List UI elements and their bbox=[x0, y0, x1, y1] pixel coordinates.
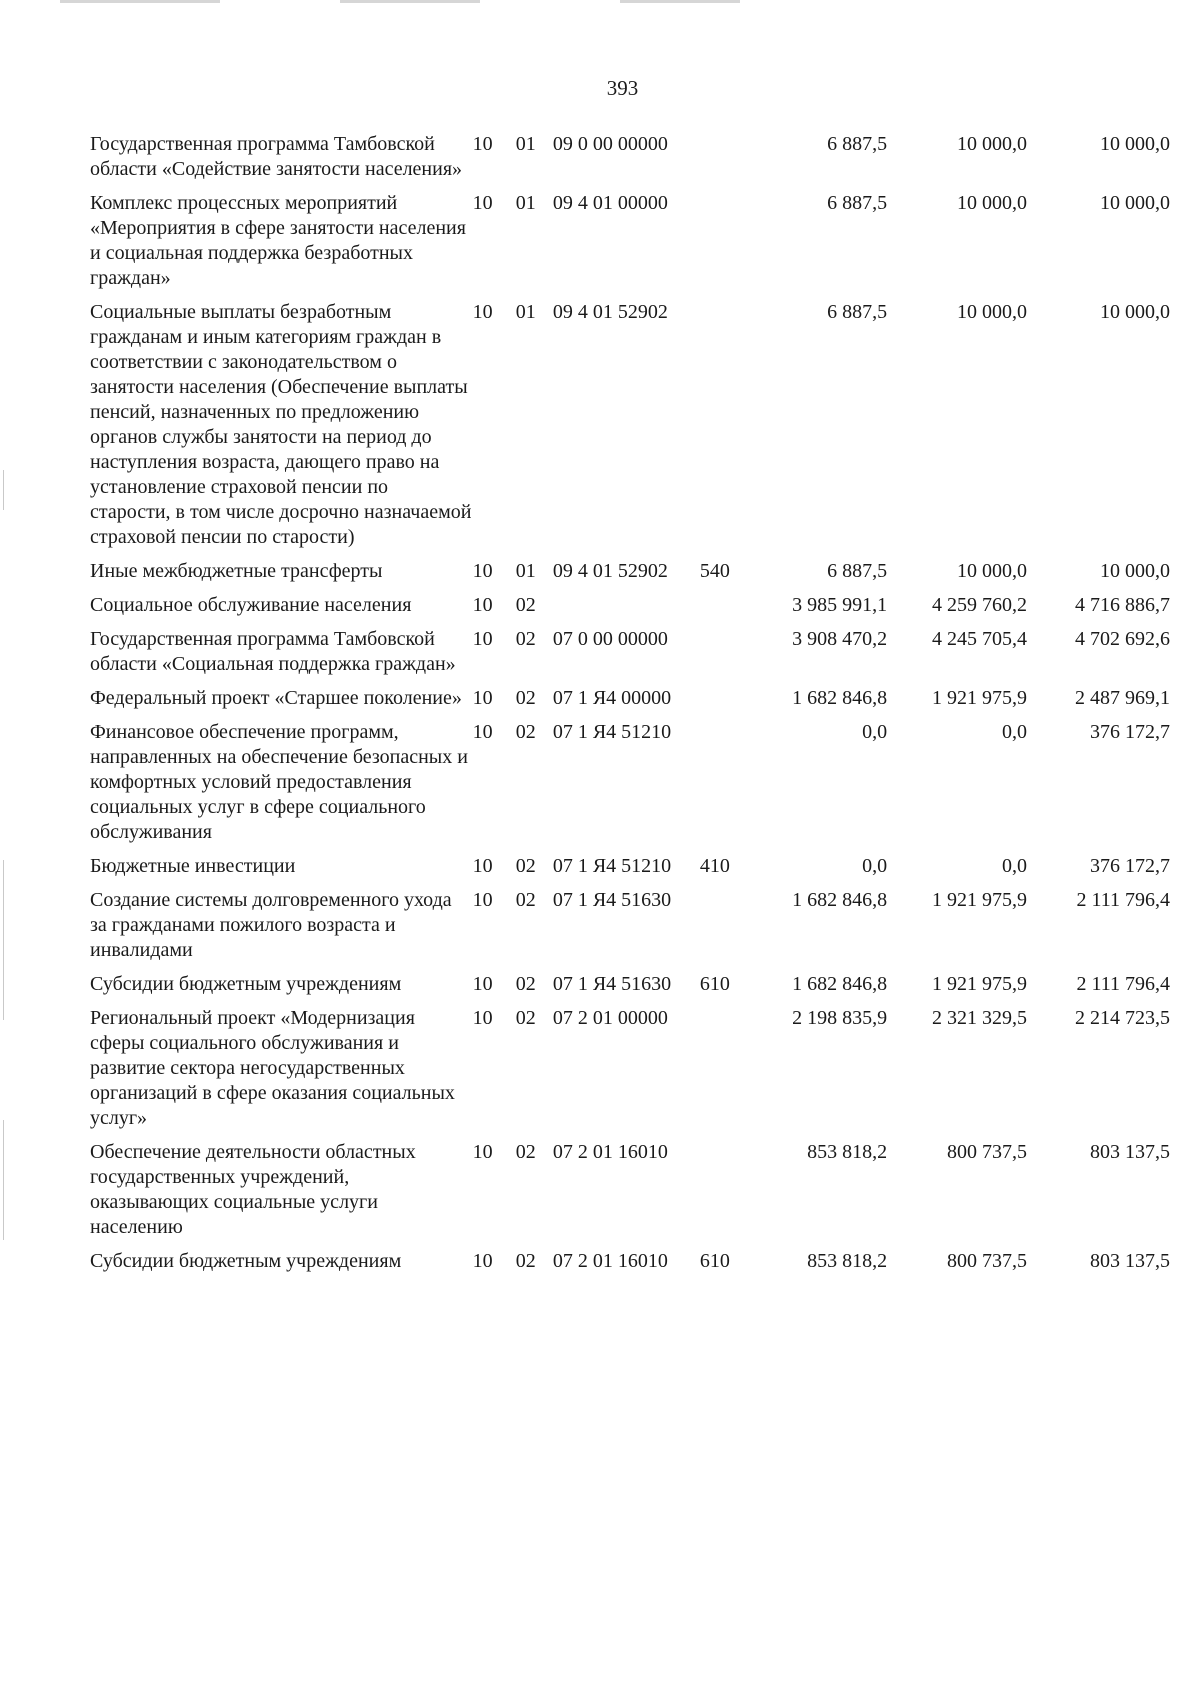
amount-year-3: 4 702 692,6 bbox=[1075, 628, 1170, 650]
table-row bbox=[90, 1140, 1170, 1249]
expense-type-code: 610 bbox=[699, 1250, 730, 1272]
section-code: 10 bbox=[472, 687, 493, 709]
target-article-code: 07 1 Я4 00000 bbox=[552, 687, 672, 709]
section-code: 10 bbox=[472, 855, 493, 877]
amount-year-1: 0,0 bbox=[862, 855, 888, 877]
row-name: Бюджетные инвестиции bbox=[90, 855, 296, 877]
amount-year-2: 800 737,5 bbox=[946, 1141, 1027, 1163]
scan-artifact-top bbox=[620, 0, 740, 3]
subsection-code: 01 bbox=[515, 133, 536, 155]
table-row bbox=[90, 132, 1170, 191]
expense-type-code bbox=[700, 627, 753, 686]
scan-artifact-left-edge bbox=[3, 470, 4, 510]
amount-year-1: 3 908 470,2 bbox=[792, 628, 888, 650]
row-name: Государственная программа Тамбовской области «Социальная поддержка граждан» bbox=[90, 628, 456, 675]
target-article-code: 07 1 Я4 51630 bbox=[552, 889, 672, 911]
amount-year-3: 10 000,0 bbox=[1100, 560, 1170, 582]
subsection-code: 02 bbox=[515, 1250, 536, 1272]
amount-year-2: 0,0 bbox=[1001, 721, 1027, 743]
amount-year-2: 10 000,0 bbox=[956, 133, 1027, 155]
amount-year-1: 6 887,5 bbox=[827, 133, 888, 155]
amount-year-2: 1 921 975,9 bbox=[931, 889, 1027, 911]
target-article-code: 09 4 01 00000 bbox=[552, 192, 668, 214]
scan-artifact-left-edge bbox=[3, 1120, 4, 1240]
subsection-code: 01 bbox=[515, 560, 536, 582]
row-name: Субсидии бюджетным учреждениям bbox=[90, 973, 402, 995]
row-name: Создание системы долговременного ухода за гражданами пожилого возраста и инвалидами bbox=[90, 889, 452, 961]
page-number: 393 bbox=[606, 76, 639, 100]
scan-artifact-left-edge bbox=[3, 860, 4, 1020]
amount-year-3: 2 487 969,1 bbox=[1075, 687, 1170, 709]
row-name: Иные межбюджетные трансферты bbox=[90, 560, 383, 582]
amount-year-1: 1 682 846,8 bbox=[792, 889, 888, 911]
table-row bbox=[90, 593, 1170, 627]
subsection-code: 02 bbox=[515, 889, 536, 911]
table-row bbox=[90, 888, 1170, 972]
amount-year-2: 10 000,0 bbox=[956, 301, 1027, 323]
subsection-code: 02 bbox=[515, 973, 536, 995]
amount-year-1: 2 198 835,9 bbox=[792, 1007, 888, 1029]
amount-year-1: 1 682 846,8 bbox=[792, 973, 888, 995]
target-article-code: 07 2 01 16010 bbox=[552, 1250, 668, 1272]
target-article-code: 07 2 01 16010 bbox=[552, 1141, 668, 1163]
table-row bbox=[90, 1249, 1170, 1283]
section-code: 10 bbox=[472, 594, 493, 616]
table-row bbox=[90, 972, 1170, 1006]
amount-year-1: 853 818,2 bbox=[807, 1141, 888, 1163]
amount-year-2: 1 921 975,9 bbox=[931, 973, 1027, 995]
subsection-code: 02 bbox=[515, 1007, 536, 1029]
subsection-code: 02 bbox=[515, 628, 536, 650]
amount-year-3: 10 000,0 bbox=[1100, 133, 1170, 155]
table-row bbox=[90, 720, 1170, 854]
table-row bbox=[90, 854, 1170, 888]
amount-year-3: 2 111 796,4 bbox=[1076, 889, 1170, 911]
target-article-code: 07 1 Я4 51630 bbox=[552, 973, 672, 995]
amount-year-2: 800 737,5 bbox=[946, 1250, 1027, 1272]
subsection-code: 02 bbox=[515, 1141, 536, 1163]
amount-year-2: 0,0 bbox=[1001, 855, 1027, 877]
budget-table bbox=[90, 132, 1170, 1283]
section-code: 10 bbox=[472, 1141, 493, 1163]
expense-type-code bbox=[700, 300, 753, 559]
row-name: Субсидии бюджетным учреждениям bbox=[90, 1250, 402, 1272]
amount-year-1: 1 682 846,8 bbox=[792, 687, 888, 709]
section-code: 10 bbox=[472, 721, 493, 743]
target-article-code: 09 4 01 52902 bbox=[552, 560, 668, 582]
row-name: Обеспечение деятельности областных государственных учреждений, оказывающих социальные услуги населению bbox=[90, 1141, 416, 1238]
amount-year-3: 376 172,7 bbox=[1090, 721, 1170, 743]
scan-artifact-top bbox=[340, 0, 480, 3]
section-code: 10 bbox=[472, 628, 493, 650]
table-row bbox=[90, 300, 1170, 559]
amount-year-2: 4 259 760,2 bbox=[931, 594, 1027, 616]
section-code: 10 bbox=[472, 301, 493, 323]
expense-type-code: 610 bbox=[699, 973, 730, 995]
table-row bbox=[90, 1006, 1170, 1140]
amount-year-2: 2 321 329,5 bbox=[931, 1007, 1027, 1029]
table-row bbox=[90, 686, 1170, 720]
section-code: 10 bbox=[472, 1250, 493, 1272]
target-article-code: 07 1 Я4 51210 bbox=[552, 721, 672, 743]
row-name: Финансовое обеспечение программ, направленных на обеспечение безопасных и комфортных условий предоставления социальных услуг в сфере социального обслуживания bbox=[90, 721, 468, 843]
section-code: 10 bbox=[472, 560, 493, 582]
subsection-code: 02 bbox=[515, 687, 536, 709]
row-name: Социальное обслуживание населения bbox=[90, 594, 412, 616]
row-name: Государственная программа Тамбовской области «Содействие занятости населения» bbox=[90, 133, 463, 180]
subsection-code: 02 bbox=[515, 721, 536, 743]
table-row bbox=[90, 191, 1170, 300]
amount-year-2: 4 245 705,4 bbox=[931, 628, 1027, 650]
amount-year-3: 803 137,5 bbox=[1090, 1141, 1170, 1163]
section-code: 10 bbox=[472, 192, 493, 214]
amount-year-1: 0,0 bbox=[862, 721, 888, 743]
expense-type-code bbox=[700, 1006, 753, 1140]
target-article-code: 09 0 00 00000 bbox=[552, 133, 668, 155]
amount-year-3: 10 000,0 bbox=[1100, 192, 1170, 214]
target-article-code: 07 1 Я4 51210 bbox=[552, 855, 672, 877]
row-name: Комплекс процессных мероприятий «Мероприятия в сфере занятости населения и социальная поддержка безработных граждан» bbox=[90, 192, 466, 289]
subsection-code: 02 bbox=[515, 594, 536, 616]
target-article-code: 09 4 01 52902 bbox=[552, 301, 668, 323]
expense-type-code bbox=[700, 132, 753, 191]
amount-year-3: 803 137,5 bbox=[1090, 1250, 1170, 1272]
target-article-code: 07 2 01 00000 bbox=[552, 1007, 668, 1029]
amount-year-1: 6 887,5 bbox=[827, 192, 888, 214]
subsection-code: 01 bbox=[515, 301, 536, 323]
expense-type-code: 410 bbox=[699, 855, 730, 877]
expense-type-code bbox=[700, 593, 753, 627]
amount-year-1: 3 985 991,1 bbox=[792, 594, 888, 616]
section-code: 10 bbox=[472, 133, 493, 155]
amount-year-2: 10 000,0 bbox=[956, 560, 1027, 582]
amount-year-2: 10 000,0 bbox=[956, 192, 1027, 214]
target-article-code bbox=[553, 593, 700, 627]
subsection-code: 01 bbox=[515, 192, 536, 214]
amount-year-3: 4 716 886,7 bbox=[1075, 594, 1170, 616]
target-article-code: 07 0 00 00000 bbox=[552, 628, 668, 650]
table-row bbox=[90, 559, 1170, 593]
row-name: Региональный проект «Модернизация сферы социального обслуживания и развитие сектора негосударственных организаций в сфере оказания социальных услуг» bbox=[90, 1007, 455, 1129]
expense-type-code bbox=[700, 191, 753, 300]
scan-artifact-top bbox=[60, 0, 220, 3]
expense-type-code bbox=[700, 1140, 753, 1249]
amount-year-3: 10 000,0 bbox=[1100, 301, 1170, 323]
section-code: 10 bbox=[472, 889, 493, 911]
amount-year-2: 1 921 975,9 bbox=[931, 687, 1027, 709]
section-code: 10 bbox=[472, 1007, 493, 1029]
amount-year-3: 376 172,7 bbox=[1090, 855, 1170, 877]
expense-type-code bbox=[700, 720, 753, 854]
expense-type-code: 540 bbox=[699, 560, 730, 582]
row-name: Федеральный проект «Старшее поколение» bbox=[90, 687, 462, 709]
budget-table-body bbox=[90, 132, 1170, 1283]
section-code: 10 bbox=[472, 973, 493, 995]
amount-year-1: 6 887,5 bbox=[827, 560, 888, 582]
table-row bbox=[90, 627, 1170, 686]
row-name: Социальные выплаты безработным гражданам и иным категориям граждан в соответствии с законодательством о занятости населения (Обеспечение выплаты пенсий, назначенных по предложению органов службы занятости на период до наступления возраста, дающего право на установление страховой пенсии по старости, в том числе досрочно назначаемой страховой пенсии по старости) bbox=[90, 301, 472, 548]
expense-type-code bbox=[700, 686, 753, 720]
subsection-code: 02 bbox=[515, 855, 536, 877]
amount-year-3: 2 214 723,5 bbox=[1075, 1007, 1170, 1029]
amount-year-1: 6 887,5 bbox=[827, 301, 888, 323]
expense-type-code bbox=[700, 888, 753, 972]
amount-year-1: 853 818,2 bbox=[807, 1250, 888, 1272]
amount-year-3: 2 111 796,4 bbox=[1076, 973, 1170, 995]
